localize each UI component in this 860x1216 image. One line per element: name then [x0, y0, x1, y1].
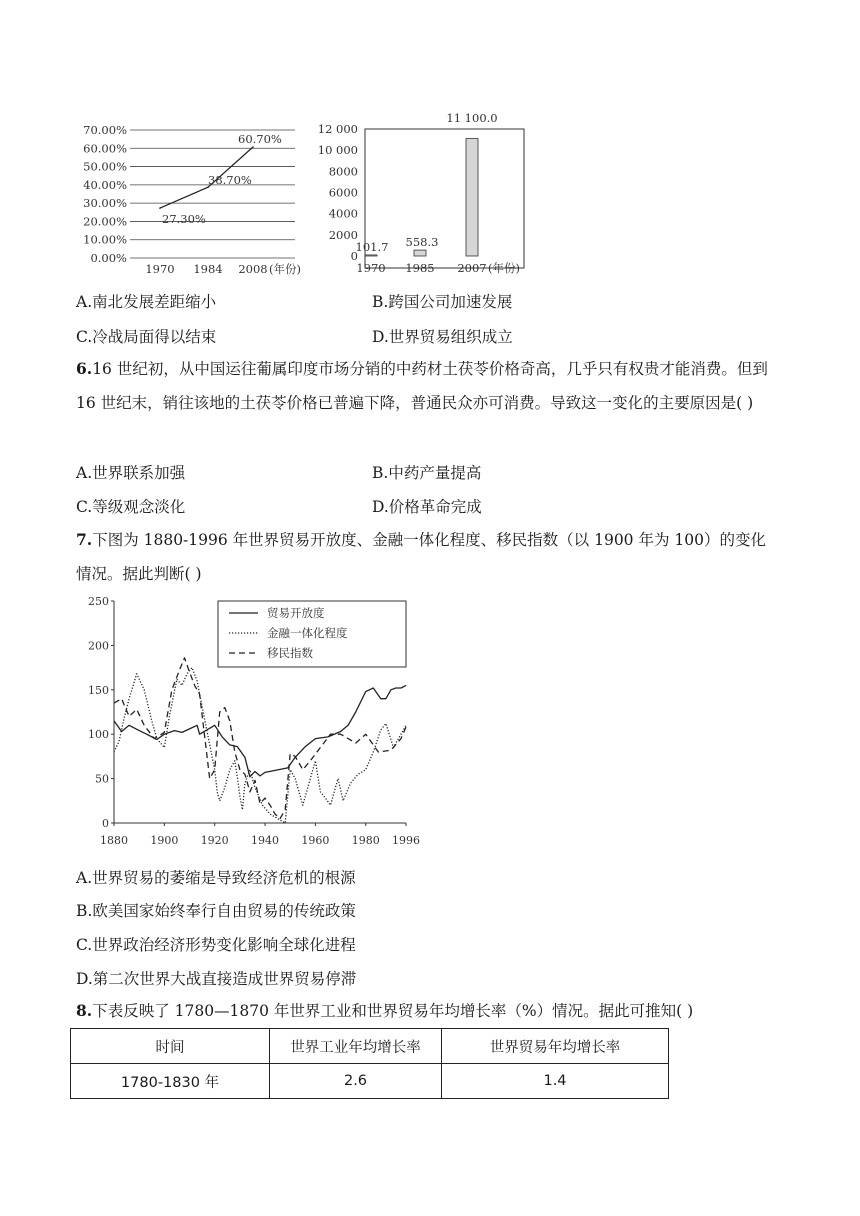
x-tick-label: 1980: [351, 834, 380, 847]
y-tick-label: 40.00%: [83, 177, 127, 192]
q6-text: 16 世纪初，从中国运往葡属印度市场分销的中药材土茯苓价格奇高，几乎只有权贵才能消费。但到 16 世纪末，销往该地的土茯苓价格已普遍下降，普通民众亦可消费。导致这一变化的主要原因是( ): [76, 360, 768, 412]
x-tick-label: 1960: [301, 834, 330, 847]
y-tick-label: 0: [350, 249, 358, 263]
q7-option-d: D.第二次世界大战直接造成世界贸易停滞: [76, 970, 357, 988]
table-cell: 1.4: [442, 1064, 669, 1099]
y-tick-label: 200: [88, 639, 109, 653]
series-financial-integration: [114, 668, 406, 823]
table-cell: 1780-1830 年: [71, 1064, 270, 1099]
x-tick-label: 2007: [457, 261, 487, 275]
y-tick-label: 150: [88, 683, 109, 697]
y-tick-label: 10.00%: [83, 232, 127, 247]
q6-stem: [76, 352, 776, 420]
line-point: [159, 207, 161, 209]
x-tick-label: 1900: [150, 834, 179, 847]
y-tick-label: 0.00%: [90, 251, 127, 265]
y-tick-label: 20.00%: [83, 214, 127, 229]
x-tick-label: 1920: [200, 834, 229, 847]
y-tick-label: 0: [102, 817, 109, 830]
bar: [466, 139, 478, 256]
table-cell: 2.6: [270, 1064, 442, 1099]
q7-option-c: C.世界政治经济形势变化影响全球化进程: [76, 936, 356, 954]
y-tick-label: 30.00%: [83, 196, 127, 211]
q7-option-b: B.欧美国家始终奉行自由贸易的传统政策: [76, 902, 356, 920]
x-tick-label: 1996: [392, 834, 420, 847]
q5-option-b: B.跨国公司加速发展: [372, 293, 513, 311]
y-tick-label: 2000: [328, 227, 358, 242]
table-header-row: [71, 1029, 669, 1064]
table-header-cell: 世界贸易年均增长率: [442, 1029, 669, 1064]
q6-option-a: A.世界联系加强: [76, 464, 186, 482]
y-tick-label: 60.00%: [83, 141, 127, 156]
x-tick-label: 1985: [405, 261, 435, 275]
q6-option-c: C.等级观念淡化: [76, 498, 186, 516]
globalization-line-chart: [76, 596, 421, 858]
q8-number: 8.: [76, 1001, 93, 1020]
table-header-cell: 世界工业年均增长率: [270, 1029, 442, 1064]
q7-number: 7.: [76, 530, 93, 549]
q7-text: 下图为 1880-1996 年世界贸易开放度、金融一体化程度、移民指数（以 1900 年为 100）的变化情况。据此判断( ): [76, 531, 766, 583]
x-tick-label: 1970: [356, 261, 386, 275]
y-tick-label: 100: [88, 728, 109, 742]
table-row: [71, 1064, 669, 1099]
y-tick-label: 10 000: [317, 143, 358, 158]
y-tick-label: 6000: [328, 185, 358, 200]
data-label: 101.7: [355, 239, 389, 254]
data-label: 558.3: [405, 235, 439, 250]
y-tick-label: 12 000: [317, 122, 358, 136]
x-tick-label: 1984: [193, 262, 223, 276]
data-label: 60.70%: [238, 132, 282, 147]
bar: [365, 255, 377, 256]
q8-text: 下表反映了 1780—1870 年世界工业和世界贸易年均增长率（%）情况。据此可推知( ): [92, 1002, 694, 1020]
y-tick-label: 70.00%: [83, 123, 127, 137]
x-tick-label: 2008: [238, 262, 268, 276]
q6-option-b: B.中药产量提高: [372, 464, 482, 482]
x-tick-label: 1880: [100, 834, 128, 847]
y-tick-label: 4000: [328, 206, 358, 221]
series-trade-openness: [114, 685, 406, 776]
data-label: 38.70%: [208, 173, 252, 188]
x-unit-label: (年份): [488, 261, 520, 275]
q5-option-d: D.世界贸易组织成立: [372, 328, 513, 346]
table-header-cell: 时间: [71, 1029, 270, 1064]
y-tick-label: 250: [88, 596, 109, 608]
x-unit-label: (年份): [269, 262, 301, 276]
bar-plot-frame: [365, 129, 524, 268]
growth-rate-table: [70, 1028, 669, 1099]
q5-option-c: C.冷战局面得以结束: [76, 328, 217, 346]
data-label: 27.30%: [162, 212, 206, 227]
data-label: 11 100.0: [446, 112, 498, 125]
q6-number: 6.: [76, 359, 93, 378]
q8-stem: [76, 994, 776, 1028]
legend-label-migration: 移民指数: [267, 646, 313, 660]
q7-stem: [76, 523, 776, 591]
legend-label-finance: 金融一体化程度: [267, 626, 348, 640]
y-tick-label: 50.00%: [83, 159, 127, 174]
y-tick-label: 50: [95, 772, 109, 786]
legend-label-trade: 贸易开放度: [267, 606, 325, 620]
q5-option-a: A.南北发展差距缩小: [76, 293, 217, 311]
line-point: [252, 146, 254, 148]
q7-option-a: A.世界贸易的萎缩是导致经济危机的根源: [76, 869, 356, 887]
bar-chart-values: [310, 112, 540, 282]
y-tick-label: 8000: [328, 164, 358, 179]
x-tick-label: 1940: [251, 834, 280, 847]
x-tick-label: 1970: [145, 262, 175, 276]
line-chart-percent: [70, 115, 310, 280]
bar: [414, 250, 426, 256]
q6-option-d: D.价格革命完成: [372, 498, 482, 516]
